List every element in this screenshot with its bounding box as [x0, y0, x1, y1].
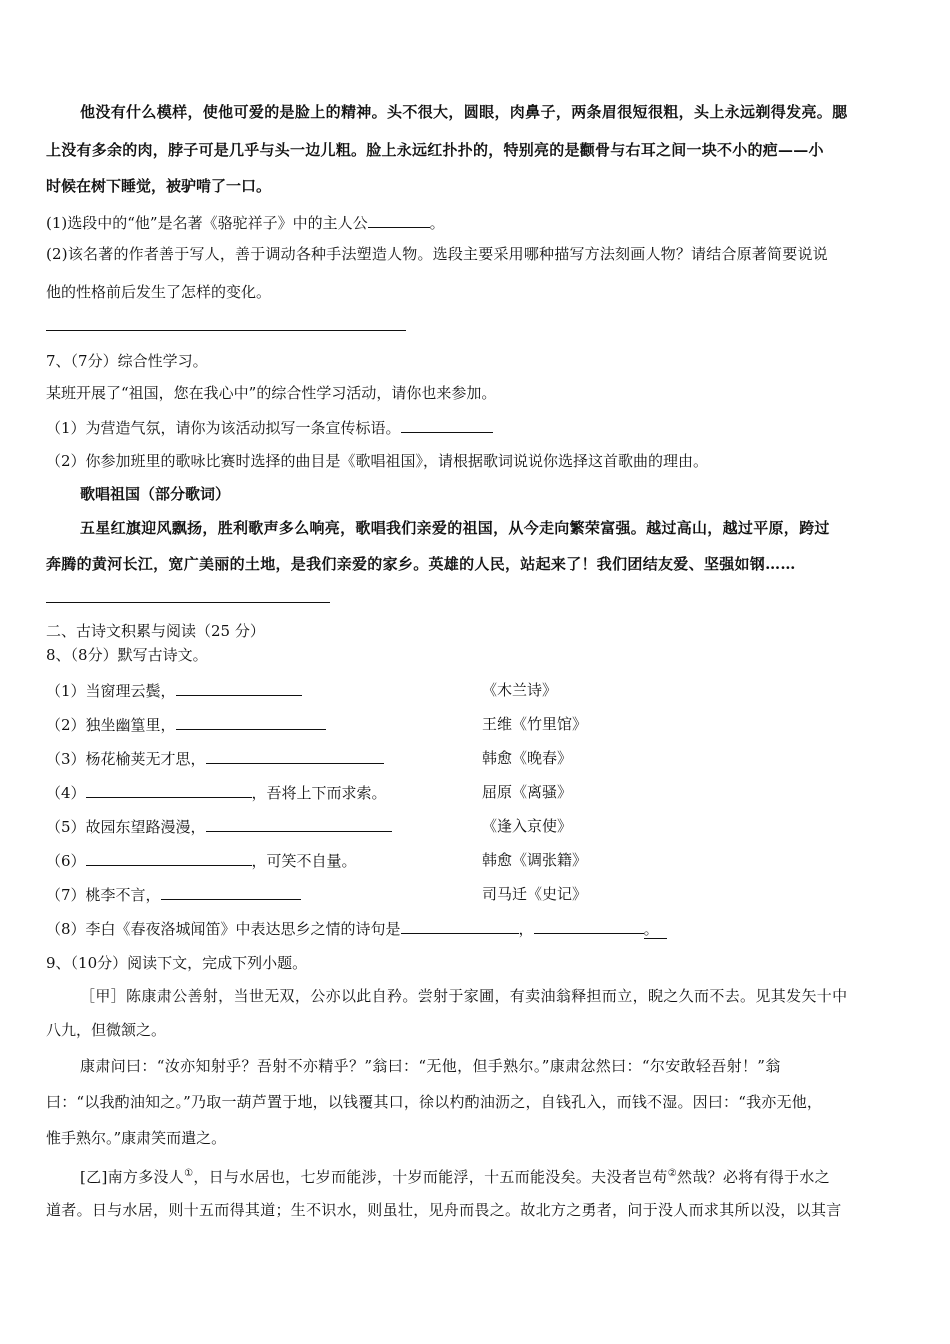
q8-item-4-end: ，吾将上下而求索。: [251, 784, 387, 802]
q8-item-5-blank[interactable]: [206, 816, 392, 832]
q8-title: 8、（8分）默写古诗文。: [46, 646, 208, 664]
q7-title: 7、（7分）综合性学习。: [46, 352, 208, 370]
q7-sub1-text: （1）为营造气氛，请你为该活动拟写一条宣传标语。: [46, 419, 401, 437]
q6-sub1-end: 。: [429, 214, 445, 232]
q8-item-3-text: （3）杨花榆荚无才思，: [46, 750, 206, 768]
q9-jia-line-4: 曰：“以我酌油知之。”乃取一葫芦置于地，以钱覆其口，徐以杓酌油沥之，自钱孔入，而钱不湿。因曰：“我亦无他，: [46, 1093, 823, 1111]
q8-item-8-end: 。: [644, 920, 667, 939]
q6-sub2-line-1: (2)该名著的作者善于写人，善于调动各种手法塑造人物。选段主要采用哪种描写方法刻画人物？请结合原著简要说说: [46, 245, 828, 263]
q8-item-6: [46, 850, 357, 871]
q8-item-2-source: 王维《竹里馆》: [482, 715, 588, 733]
q8-item-1-text: （1）当窗理云鬓，: [46, 682, 176, 700]
q8-item-8-sep: ，: [518, 920, 534, 938]
q8-item-6-source: 韩愈《调张籍》: [482, 851, 588, 869]
q8-item-8-blank-b[interactable]: [534, 918, 644, 934]
q8-item-6-blank[interactable]: [86, 850, 252, 866]
q9-title: 9、（10分）阅读下文，完成下列小题。: [46, 954, 308, 972]
q8-item-5: [46, 816, 392, 837]
q8-item-4-text: （4）: [46, 784, 86, 802]
q9-yi-line-2: 道者。日与水居，则十五而得其道；生不识水，则虽壮，见舟而畏之。故北方之勇者，问于没人而求其所以没，以其言: [46, 1201, 842, 1219]
q6-sub1: [46, 212, 445, 233]
q9-yi-line-1: [80, 1164, 830, 1187]
q8-item-2: [46, 714, 326, 735]
q8-item-7-blank[interactable]: [161, 884, 301, 900]
q6-answer-line[interactable]: [46, 330, 406, 331]
passage-line-2: 上没有多余的肉，脖子可是几乎与头一边儿粗。脸上永远红扑扑的，特别亮的是颧骨与右耳之间一块不小的疤——小: [46, 141, 824, 159]
song-title: 歌唱祖国（部分歌词）: [80, 485, 231, 503]
q9-jia-line-2: 八九，但微颔之。: [46, 1021, 167, 1039]
q9-jia-line-1: ［甲］陈康肃公善射，当世无双，公亦以此自矜。尝射于家圃，有卖油翁释担而立，睨之久而不去。见其发矢十中: [80, 987, 848, 1005]
q8-item-2-blank[interactable]: [176, 714, 326, 730]
q7-intro: 某班开展了“祖国，您在我心中”的综合性学习活动，请你也来参加。: [46, 384, 497, 402]
q8-item-4-source: 屈原《离骚》: [482, 783, 573, 801]
q8-item-4-blank[interactable]: [86, 782, 252, 798]
q8-item-8-blank-a[interactable]: [401, 918, 519, 934]
passage-line-1: 他没有什么模样，使他可爱的是脸上的精神。头不很大，圆眼，肉鼻子，两条眉很短很粗，头上永远剃得发亮。腮: [80, 103, 848, 121]
section-2-heading: 二、古诗文积累与阅读（25 分）: [46, 622, 265, 640]
q9-jia-line-5: 惟手熟尔。”康肃笑而遣之。: [46, 1129, 227, 1147]
q7-sub1-blank[interactable]: [401, 417, 493, 433]
q8-item-5-source: 《逢入京使》: [482, 817, 573, 835]
q8-item-2-text: （2）独坐幽篁里，: [46, 716, 176, 734]
q8-item-1-source: 《木兰诗》: [482, 681, 558, 699]
lyrics-line-2: 奔腾的黄河长江，宽广美丽的土地，是我们亲爱的家乡。英雄的人民，站起来了！我们团结友爱、坚强如钢……: [46, 555, 796, 573]
lyrics-line-1: 五星红旗迎风飘扬，胜利歌声多么响亮，歌唱我们亲爱的祖国，从今走向繁荣富强。越过高山，越过平原，跨过: [80, 519, 830, 537]
q9-yi-line-1-c: 然哉？必将有得于水之: [676, 1168, 830, 1186]
q8-item-8-text: （8）李白《春夜洛城闻笛》中表达思乡之情的诗句是: [46, 920, 401, 938]
q7-sub2: （2）你参加班里的歌咏比赛时选择的曲目是《歌唱祖国》，请根据歌词说说你选择这首歌曲的理由。: [46, 452, 709, 470]
q8-item-1: [46, 680, 302, 701]
q8-item-7-text: （7）桃李不言，: [46, 886, 161, 904]
q9-jia-line-3: 康肃问曰：“汝亦知射乎？吾射不亦精乎？”翁曰：“无他，但手熟尔。”康肃忿然曰：“尔安敢轻吾射！”翁: [80, 1057, 781, 1075]
q9-yi-line-1-b: ，日与水居也，七岁而能涉，十岁而能浮，十五而能没矣。夫没者岂苟: [193, 1168, 668, 1186]
footnote-1-marker: ①: [184, 1168, 194, 1179]
q8-item-7-source: 司马迁《史记》: [482, 885, 588, 903]
q9-yi-line-1-a: [乙]南方多没人: [80, 1168, 185, 1186]
q8-item-6-text: （6）: [46, 852, 86, 870]
q6-sub1-text: (1)选段中的“他”是名著《骆驼祥子》中的主人公: [46, 214, 368, 232]
q8-item-4: [46, 782, 387, 803]
q6-sub1-blank[interactable]: [368, 212, 430, 228]
q8-item-7: [46, 884, 301, 905]
q8-item-3-source: 韩愈《晚春》: [482, 749, 573, 767]
q8-item-3: [46, 748, 384, 769]
q8-item-8: [46, 918, 667, 939]
passage-line-3: 时候在树下睡觉，被驴啃了一口。: [46, 177, 272, 195]
footnote-2-marker: ②: [667, 1168, 677, 1179]
q7-sub1: [46, 417, 493, 438]
q7-answer-line[interactable]: [46, 602, 330, 603]
q8-item-1-blank[interactable]: [176, 680, 302, 696]
q8-item-5-text: （5）故园东望路漫漫，: [46, 818, 206, 836]
q8-item-6-end: ，可笑不自量。: [251, 852, 357, 870]
q8-item-3-blank[interactable]: [206, 748, 384, 764]
q6-sub2-line-2: 他的性格前后发生了怎样的变化。: [46, 283, 272, 301]
